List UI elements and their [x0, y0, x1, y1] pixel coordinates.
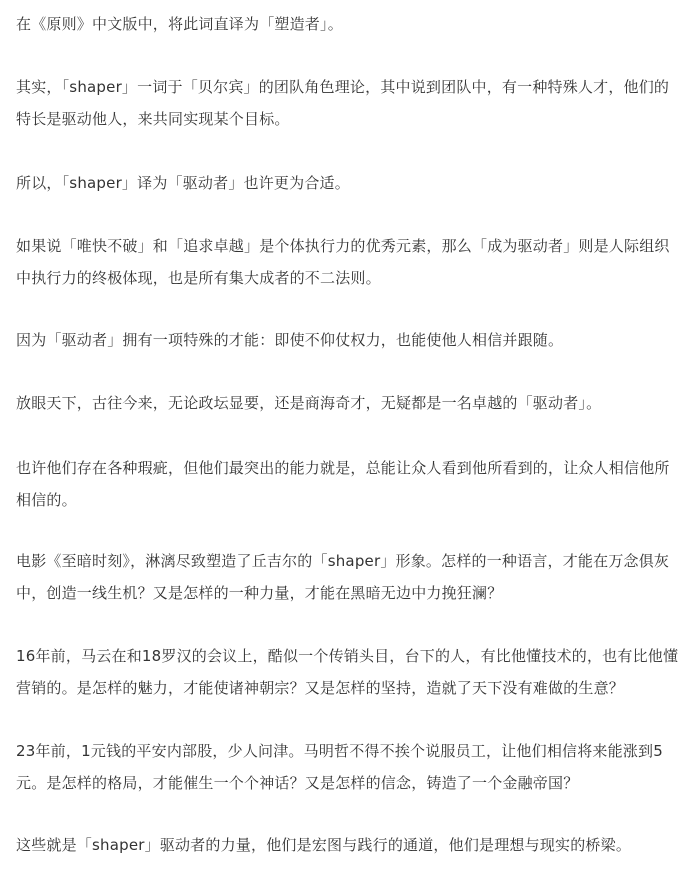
paragraph-9: 16年前，马云在和18罗汉的会议上，酷似一个传销头目，台下的人，有比他懂技术的，也有比他懂营销的。是怎样的魅力，才能使诸神朝宗？又是怎样的坚持，造就了天下没有难做的生意？ [16, 647, 679, 697]
paragraph-6: 放眼天下，古往今来，无论政坛显要，还是商海奇才，无疑都是一名卓越的「驱动者」。 [16, 394, 602, 412]
paragraph-3: 所以，「shaper」译为「驱动者」也许更为合适。 [16, 174, 350, 192]
paragraph-8: 电影《至暗时刻》，淋漓尽致塑造了丘吉尔的「shaper」形象。怎样的一种语言，才能在万念俱灰中，创造一线生机？又是怎样的一种力量，才能在黑暗无边中力挽狂澜？ [16, 552, 670, 602]
paragraph-4: 如果说「唯快不破」和「追求卓越」是个体执行力的优秀元素，那么「成为驱动者」则是人际组织中执行力的终极体现，也是所有集大成者的不二法则。 [16, 237, 670, 287]
paragraph-7: 也许他们存在各种瑕疵，但他们最突出的能力就是，总能让众人看到他所看到的，让众人相信他所相信的。 [16, 459, 670, 509]
paragraph-11: 这些就是「shaper」驱动者的力量，他们是宏图与践行的通道，他们是理想与现实的桥梁。 [16, 836, 632, 854]
paragraph-5: 因为「驱动者」拥有一项特殊的才能：即使不仰仗权力，也能使他人相信并跟随。 [16, 331, 564, 349]
paragraph-1: 在《原则》中文版中，将此词直译为「塑造者」。 [16, 15, 343, 33]
paragraph-2: 其实，「shaper」一词于「贝尔宾」的团队角色理论，其中说到团队中，有一种特殊人才，他们的特长是驱动他人，来共同实现某个目标。 [16, 78, 670, 128]
paragraph-10: 23年前，1元钱的平安内部股，少人问津。马明哲不得不挨个说服员工，让他们相信将来能涨到5元。是怎样的格局，才能催生一个个神话？又是怎样的信念，铸造了一个金融帝国？ [16, 742, 663, 792]
